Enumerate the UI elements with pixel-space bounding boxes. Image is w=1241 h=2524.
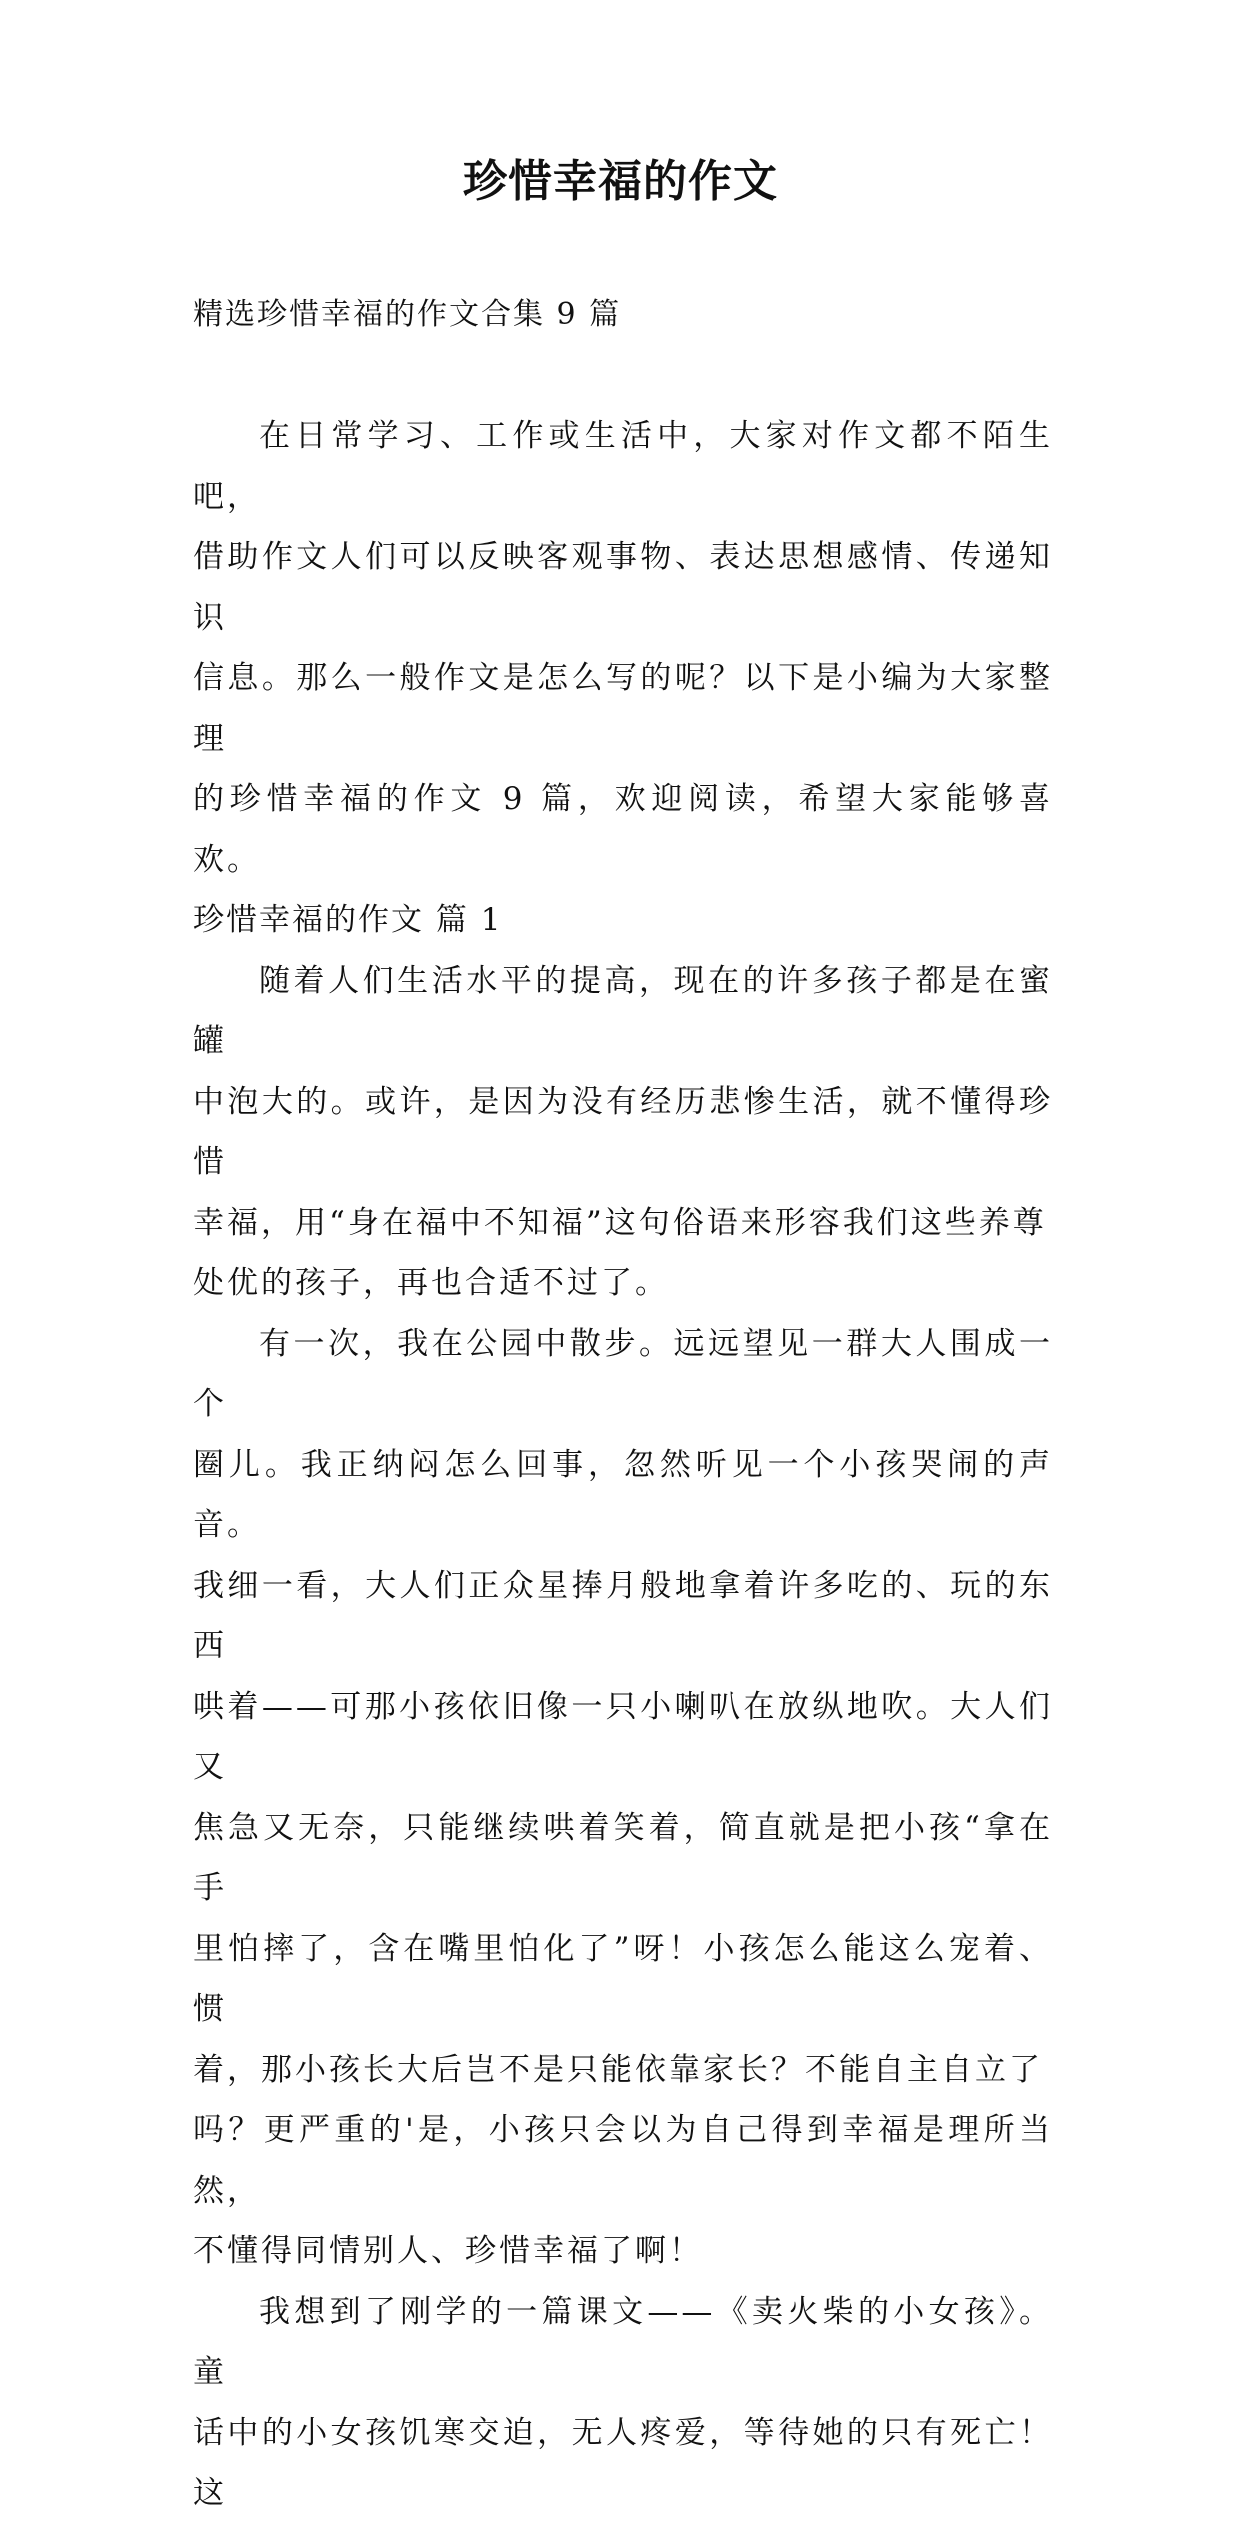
text-line: 信息。那么一般作文是怎么写的呢？以下是小编为大家整理 (193, 660, 1053, 757)
text-line: 随着人们生活水平的提高，现在的许多孩子都是在蜜罐 (193, 962, 1053, 1059)
text-line: 吗？更严重的'是，小孩只会以为自己得到幸福是理所当然， (193, 2112, 1053, 2209)
text-line: 在日常学习、工作或生活中，大家对作文都不陌生吧， (193, 418, 1053, 515)
text-line: 我想到了刚学的一篇课文——《卖火柴的小女孩》。童 (193, 2293, 1053, 2390)
document-body (193, 406, 1053, 2524)
text-line: 圈儿。我正纳闷怎么回事，忽然听见一个小孩哭闹的声音。 (193, 1446, 1053, 1543)
section-heading: 珍惜幸福的作文 篇 1 (193, 902, 503, 938)
document-subtitle: 精选珍惜幸福的作文合集 9 篇 (193, 297, 622, 332)
document-title: 珍惜幸福的作文 (463, 156, 778, 207)
text-line: 借助作文人们可以反映客观事物、表达思想感情、传递知识 (193, 539, 1053, 636)
text-line: 幸福，用“身在福中不知福”这句俗语来形容我们这些养尊 (193, 1204, 1047, 1241)
text-line: 里怕摔了，含在嘴里怕化了”呀！小孩怎么能这么宠着、惯 (193, 1930, 1053, 2027)
text-line: 我细一看，大人们正众星捧月般地拿着许多吃的、玩的东西 (193, 1567, 1053, 1664)
text-line: 话中的小女孩饥寒交迫，无人疼爱，等待她的只有死亡！这 (193, 2414, 1053, 2511)
text-line: 不懂得同情别人、珍惜幸福了啊！ (193, 2233, 703, 2269)
text-line: 有一次，我在公园中散步。远远望见一群大人围成一个 (193, 1325, 1053, 1422)
text-line: 着，那小孩长大后岂不是只能依靠家长？不能自主自立了 (193, 2051, 1043, 2088)
text-line: 中泡大的。或许，是因为没有经历悲惨生活，就不懂得珍惜 (193, 1083, 1053, 1180)
text-line: 哄着——可那小孩依旧像一只小喇叭在放纵地吹。大人们又 (193, 1688, 1053, 1785)
text-line: 处优的孩子，再也合适不过了。 (193, 1265, 669, 1301)
text-line: 的珍惜幸福的作文 9 篇，欢迎阅读，希望大家能够喜欢。 (193, 781, 1053, 878)
text-line: 焦急又无奈，只能继续哄着笑着，简直就是把小孩“拿在手 (193, 1809, 1053, 1906)
